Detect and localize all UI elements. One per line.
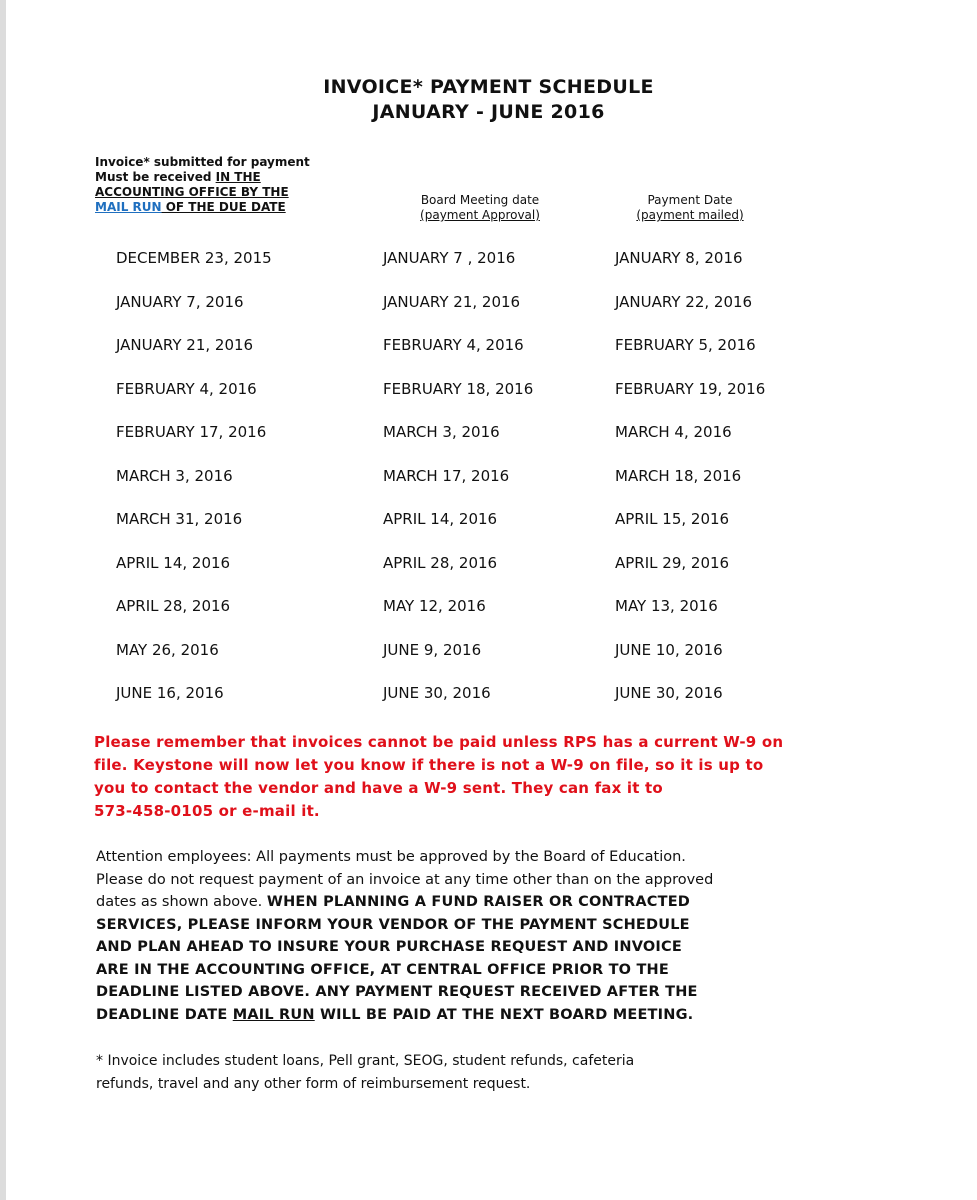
schedule-row [0, 249, 977, 273]
column-header-payment-line2: (payment mailed) [636, 208, 744, 222]
due-date-cell: JUNE 16, 2016 [116, 684, 224, 702]
w9-notice [94, 731, 884, 823]
attention-line [96, 1004, 876, 1027]
w9-notice-line: file. Keystone will now let you know if there is not a W-9 on file, so it is up to [94, 756, 764, 774]
column-header-due-line4-rest: OF THE DUE DATE [161, 200, 286, 214]
due-date-cell: MARCH 3, 2016 [116, 466, 233, 485]
schedule-row [0, 684, 977, 708]
attention-line: Attention employees: All payments must be approved by the Board of Education. [96, 849, 686, 865]
payment-date-cell: FEBRUARY 5, 2016 [615, 336, 756, 354]
column-header-payment-date [610, 193, 770, 223]
page-title: INVOICE* PAYMENT SCHEDULE [323, 76, 654, 98]
column-header-payment-line1: Payment Date [647, 193, 733, 207]
schedule-row [0, 554, 977, 578]
due-date-cell: MARCH 31, 2016 [116, 510, 243, 528]
attention-line: ARE IN THE ACCOUNTING OFFICE, AT CENTRAL OFFICE PRIOR TO THE [96, 961, 669, 978]
column-header-due-line2 [95, 170, 365, 185]
due-date-cell: APRIL 28, 2016 [116, 597, 231, 615]
due-date-cell: JANUARY 7, 2016 [116, 292, 244, 311]
attention-line: SERVICES, PLEASE INFORM YOUR VENDOR OF THE PAYMENT SCHEDULE [96, 916, 690, 933]
board-meeting-date-cell: JUNE 30, 2016 [383, 684, 491, 702]
board-meeting-date-cell: MARCH 3, 2016 [383, 423, 500, 441]
board-meeting-date-cell: MAY 12, 2016 [383, 597, 486, 615]
payment-date-cell: JUNE 10, 2016 [615, 640, 723, 659]
schedule-row [0, 510, 977, 534]
column-header-due-line4 [95, 200, 365, 215]
w9-notice-line: you to contact the vendor and have a W-9 sent. They can fax it to [94, 779, 663, 797]
column-header-due-line3: ACCOUNTING OFFICE BY THE [95, 185, 289, 199]
w9-notice-line: 573-458-0105 or e-mail it. [94, 802, 320, 820]
board-meeting-date-cell: FEBRUARY 4, 2016 [383, 336, 524, 354]
schedule-row [0, 641, 977, 665]
footnote-line: refunds, travel and any other form of reimbursement request. [96, 1076, 531, 1092]
attention-line8-suffix: WILL BE PAID AT THE NEXT BOARD MEETING. [314, 1006, 694, 1023]
w9-notice-line: Please remember that invoices cannot be paid unless RPS has a current W-9 on [94, 733, 784, 751]
board-meeting-date-cell: JANUARY 7 , 2016 [383, 249, 516, 267]
schedule-row [0, 380, 977, 404]
due-date-cell: FEBRUARY 17, 2016 [116, 423, 267, 441]
payment-date-cell: JANUARY 8, 2016 [615, 249, 743, 267]
payment-date-cell: APRIL 29, 2016 [615, 553, 730, 572]
board-meeting-date-cell: APRIL 28, 2016 [383, 553, 498, 572]
attention-line: DEADLINE LISTED ABOVE. ANY PAYMENT REQUEST RECEIVED AFTER THE [96, 984, 698, 1000]
footnote-line: * Invoice includes student loans, Pell grant, SEOG, student refunds, cafeteria [96, 1053, 635, 1069]
payment-date-cell: MARCH 18, 2016 [615, 466, 742, 485]
board-meeting-date-cell: MARCH 17, 2016 [383, 466, 510, 485]
due-date-cell: DECEMBER 23, 2015 [116, 249, 272, 267]
board-meeting-date-cell: JANUARY 21, 2016 [383, 292, 521, 311]
attention-line [96, 891, 876, 914]
payment-date-cell: FEBRUARY 19, 2016 [615, 379, 766, 398]
attention-line3-caps: WHEN PLANNING A FUND RAISER OR CONTRACTED [266, 894, 691, 910]
due-date-cell: FEBRUARY 4, 2016 [116, 379, 257, 398]
attention-line3-lower: dates as shown above. [96, 894, 267, 910]
column-header-board-line2: (payment Approval) [420, 208, 540, 222]
schedule-row [0, 293, 977, 317]
board-meeting-date-cell: APRIL 14, 2016 [383, 510, 498, 528]
attention-line8-underlined: MAIL RUN [232, 1006, 315, 1023]
column-header-board-meeting [390, 193, 570, 223]
invoice-footnote [96, 1050, 836, 1096]
schedule-row [0, 467, 977, 491]
board-meeting-date-cell: JUNE 9, 2016 [383, 640, 482, 659]
column-header-due-line1: Invoice* submitted for payment [95, 155, 310, 169]
payment-date-cell: APRIL 15, 2016 [615, 510, 730, 528]
mail-run-link[interactable]: MAIL RUN [95, 200, 162, 214]
column-header-board-line1: Board Meeting date [420, 193, 540, 207]
attention-line8-prefix: DEADLINE DATE [96, 1006, 233, 1023]
payment-date-cell: MAY 13, 2016 [615, 597, 718, 615]
column-header-due-line2-prefix: Must be received [95, 170, 216, 184]
due-date-cell: MAY 26, 2016 [116, 640, 219, 659]
schedule-row [0, 336, 977, 360]
due-date-cell: APRIL 14, 2016 [116, 553, 231, 572]
attention-line: AND PLAN AHEAD TO INSURE YOUR PURCHASE REQUEST AND INVOICE [96, 939, 682, 955]
column-header-due-line2-underlined: IN THE [215, 170, 261, 184]
schedule-row [0, 597, 977, 621]
page-subtitle: JANUARY - JUNE 2016 [372, 101, 605, 123]
attention-employees-paragraph [96, 846, 876, 1026]
column-header-due-date [95, 155, 365, 215]
schedule-row [0, 423, 977, 447]
payment-date-cell: JUNE 30, 2016 [615, 684, 723, 702]
payment-date-cell: MARCH 4, 2016 [615, 423, 732, 441]
board-meeting-date-cell: FEBRUARY 18, 2016 [383, 379, 534, 398]
attention-line: Please do not request payment of an invoice at any time other than on the approved [96, 871, 714, 888]
due-date-cell: JANUARY 21, 2016 [116, 336, 254, 354]
payment-date-cell: JANUARY 22, 2016 [615, 292, 753, 311]
